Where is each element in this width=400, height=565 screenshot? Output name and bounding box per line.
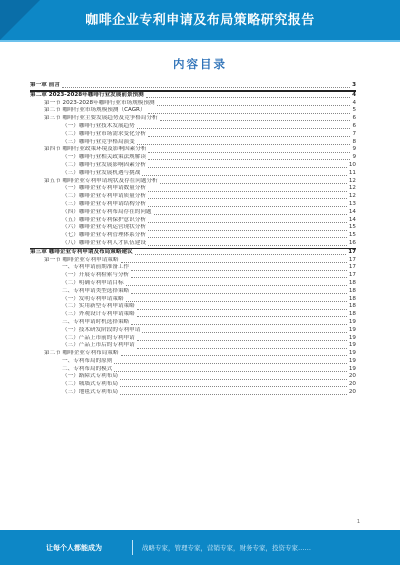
toc-entry[interactable]: [30, 162, 356, 170]
toc-entry-page: 13: [348, 200, 356, 207]
toc-leader-dots: [120, 379, 347, 380]
toc-entry-page: 11: [348, 169, 356, 176]
toc-entry-title: （一）咖啡行业相关政策法规解读: [62, 154, 146, 161]
toc-entry[interactable]: [30, 82, 356, 90]
toc-entry-page: 17: [348, 272, 356, 279]
toc-leader-dots: [126, 285, 347, 286]
toc-entry-title: （三）产品上市后的专利申请: [62, 342, 135, 349]
toc-entry[interactable]: [30, 139, 356, 147]
toc-leader-dots: [137, 316, 347, 317]
toc-leader-dots: [148, 230, 347, 231]
toc-entry[interactable]: [30, 296, 356, 304]
toc-entry-title: 第四节 咖啡行业政策环境及影响因素分析: [44, 146, 147, 153]
toc-entry-title: 三、专利申请时机选择策略: [62, 318, 130, 325]
toc-entry-title: （一）开展专利检索与分析: [62, 272, 130, 279]
toc-entry[interactable]: [30, 350, 356, 358]
toc-entry-title: （二）咖啡行业发展影响因素分析: [62, 161, 146, 168]
toc-entry-page: 19: [348, 326, 356, 333]
toc-entry-page: 4: [352, 99, 356, 106]
toc-leader-dots: [142, 332, 347, 333]
toc-title: 内容目录: [173, 57, 227, 71]
footer-divider: [132, 540, 133, 555]
toc-entry[interactable]: [30, 381, 356, 389]
toc-entry-page: 20: [348, 381, 356, 388]
toc-entry[interactable]: [30, 131, 356, 139]
toc-entry-page: 8: [352, 138, 356, 145]
toc-entry[interactable]: [30, 170, 356, 178]
toc-entry-page: 19: [348, 318, 356, 325]
toc-leader-dots: [135, 254, 347, 255]
toc-entry-title: （二）明确专利申请目标: [62, 279, 124, 286]
toc-entry-page: 18: [348, 295, 356, 302]
toc-entry[interactable]: [30, 209, 356, 217]
toc-entry-page: 17: [348, 248, 356, 255]
toc-leader-dots: [148, 206, 347, 207]
toc-leader-dots: [131, 270, 347, 271]
toc-entry[interactable]: [30, 280, 356, 288]
toc-entry-page: 14: [348, 216, 356, 223]
toc-leader-dots: [131, 277, 347, 278]
toc-entry-page: 9: [352, 146, 356, 153]
toc-entry-title: （七）咖啡企业专利管理体系分析: [62, 232, 146, 239]
toc-entry-title: （一）路障式专利布局: [62, 373, 118, 380]
toc-entry-page: 14: [348, 208, 356, 215]
toc-entry-title: 第五节 咖啡企业专利申请现状及存在问题分析: [44, 177, 158, 184]
toc-entry-title: （八）咖啡企业专利人才队伍建设: [62, 239, 146, 246]
toc-entry[interactable]: [30, 224, 356, 232]
toc-leader-dots: [131, 324, 347, 325]
toc-entry[interactable]: [30, 178, 356, 186]
toc-leader-dots: [148, 152, 350, 153]
toc-entry-page: 6: [352, 122, 356, 129]
toc-entry[interactable]: [30, 201, 356, 209]
toc-entry-page: 15: [348, 232, 356, 239]
toc-entry-title: （二）咖啡企业专利申请质量分析: [62, 193, 146, 200]
toc-entry-title: 第一节 咖啡企业专利申请策略: [44, 256, 119, 263]
toc-entry[interactable]: [30, 232, 356, 240]
toc-entry-page: 17: [348, 264, 356, 271]
toc-entry[interactable]: [30, 154, 356, 162]
toc-entry-title: （三）咖啡企业专利申请结构分析: [62, 200, 146, 207]
footer-slogan: 让每个人都能成为: [46, 544, 102, 552]
page-number: 1: [356, 519, 360, 525]
toc-entry[interactable]: [30, 342, 356, 350]
toc-entry-page: 18: [348, 303, 356, 310]
toc-entry-title: 一、专利申请前期准备工作: [62, 264, 130, 271]
toc-entry-title: （一）技术研发阶段的专利申请: [62, 326, 141, 333]
table-of-contents: [30, 82, 356, 397]
toc-leader-dots: [137, 340, 347, 341]
toc-leader-dots: [148, 237, 347, 238]
toc-entry-title: 二、专利申请类型选择策略: [62, 287, 130, 294]
toc-entry[interactable]: [30, 217, 356, 225]
toc-leader-dots: [120, 386, 347, 387]
toc-entry-title: （二）实用新型专利申请策略: [62, 303, 135, 310]
toc-entry-title: （一）发明专利申请策略: [62, 295, 124, 302]
toc-entry-page: 18: [348, 311, 356, 318]
toc-entry-page: 3: [352, 82, 356, 88]
toc-leader-dots: [120, 394, 347, 395]
toc-entry-title: 第二节 咖啡行业市场规模预测（CAGR）: [44, 107, 146, 114]
toc-entry-title: 二、专利布局的模式: [62, 365, 113, 372]
toc-entry[interactable]: [30, 335, 356, 343]
header-divider: [0, 40, 400, 42]
toc-entry-title: （三）咖啡行业发展机遇与挑战: [62, 169, 141, 176]
toc-leader-dots: [148, 113, 351, 114]
toc-entry[interactable]: [30, 146, 356, 154]
toc-leader-dots: [137, 128, 351, 129]
toc-leader-dots: [148, 198, 347, 199]
toc-entry[interactable]: [30, 257, 356, 265]
toc-entry[interactable]: [30, 272, 356, 280]
toc-entry[interactable]: [30, 311, 356, 319]
toc-entry-page: 5: [352, 107, 356, 114]
toc-entry[interactable]: [30, 249, 356, 257]
toc-entry-page: 10: [348, 161, 356, 168]
toc-entry-title: 第一节 2023-2028年咖啡行业市场规模预测: [44, 99, 155, 106]
toc-entry-page: 15: [348, 224, 356, 231]
toc-entry-page: 19: [348, 365, 356, 372]
toc-entry-page: 17: [348, 256, 356, 263]
toc-leader-dots: [154, 214, 347, 215]
toc-entry[interactable]: [30, 185, 356, 193]
toc-entry-page: 16: [348, 239, 356, 246]
toc-entry-page: 6: [352, 115, 356, 122]
toc-entry-title: （三）外观设计专利申请策略: [62, 311, 135, 318]
toc-leader-dots: [131, 293, 347, 294]
toc-entry-title: （一）咖啡企业专利申请数量分析: [62, 185, 146, 192]
toc-leader-dots: [160, 183, 347, 184]
toc-leader-dots: [142, 175, 347, 176]
toc-entry[interactable]: [30, 358, 356, 366]
toc-leader-dots: [146, 97, 350, 98]
toc-leader-dots: [114, 371, 347, 372]
toc-entry-page: 20: [348, 389, 356, 396]
toc-entry[interactable]: [30, 107, 356, 115]
toc-entry-page: 9: [352, 154, 356, 161]
toc-entry[interactable]: [30, 327, 356, 335]
toc-entry-page: 4: [352, 91, 356, 98]
toc-entry[interactable]: [30, 264, 356, 272]
toc-entry[interactable]: [30, 92, 356, 100]
toc-entry-title: （四）咖啡企业专利布局存在的问题: [62, 208, 152, 215]
toc-leader-dots: [126, 301, 347, 302]
toc-entry-page: 12: [348, 185, 356, 192]
toc-entry-page: 7: [352, 130, 356, 137]
toc-entry-title: （三）咖啡行业竞争格局演变: [62, 138, 135, 145]
footer-tagline: 战略专家，管理专家，营销专家，财务专家，投资专家……: [142, 544, 311, 552]
toc-leader-dots: [137, 348, 347, 349]
toc-leader-dots: [121, 262, 347, 263]
toc-entry-title: （一）咖啡行业技术发展趋势: [62, 122, 135, 129]
toc-leader-dots: [62, 87, 350, 88]
report-title: 咖啡企业专利申请及布局策略研究报告: [85, 13, 315, 28]
toc-entry-title: （五）咖啡企业专利保护意识分析: [62, 216, 146, 223]
toc-entry[interactable]: [30, 389, 356, 397]
toc-entry-page: 19: [348, 350, 356, 357]
toc-leader-dots: [148, 159, 351, 160]
toc-entry-page: 12: [348, 193, 356, 200]
toc-entry[interactable]: [30, 373, 356, 381]
toc-leader-dots: [148, 222, 347, 223]
toc-entry-title: （三）地毯式专利布局: [62, 389, 118, 396]
toc-leader-dots: [160, 120, 351, 121]
toc-entry-page: 19: [348, 334, 356, 341]
toc-entry-page: 19: [348, 342, 356, 349]
toc-entry[interactable]: [30, 193, 356, 201]
toc-entry-title: 第一章 前言: [30, 82, 60, 88]
toc-entry-page: 18: [348, 287, 356, 294]
toc-leader-dots: [148, 245, 347, 246]
toc-leader-dots: [137, 309, 347, 310]
toc-entry-title: 一、专利布局的原则: [62, 357, 113, 364]
toc-entry-title: 第二章 2023-2028年咖啡行业发展前景预测: [30, 91, 144, 98]
toc-entry[interactable]: [30, 366, 356, 374]
toc-leader-dots: [114, 363, 347, 364]
toc-entry-title: （六）咖啡企业专利运营现状分析: [62, 224, 146, 231]
toc-leader-dots: [148, 167, 347, 168]
toc-entry-title: 第三章 咖啡企业专利申请及布局策略建议: [30, 248, 133, 255]
toc-entry[interactable]: [30, 303, 356, 311]
toc-entry-title: 第二节 咖啡企业专利布局策略: [44, 350, 119, 357]
toc-entry-page: 18: [348, 279, 356, 286]
toc-leader-dots: [148, 191, 347, 192]
toc-entry[interactable]: [30, 319, 356, 327]
toc-entry[interactable]: [30, 115, 356, 123]
toc-entry[interactable]: [30, 240, 356, 248]
toc-entry-title: （二）咖啡行业市场需求变化分析: [62, 130, 146, 137]
toc-entry[interactable]: [30, 123, 356, 131]
toc-entry-title: （二）产品上市前的专利申请: [62, 334, 135, 341]
header-band: [0, 0, 400, 40]
toc-entry-title: 第三节 咖啡行业主要发展趋势及竞争格局分析: [44, 115, 158, 122]
toc-leader-dots: [121, 355, 347, 356]
toc-entry-title: （二）城墙式专利布局: [62, 381, 118, 388]
toc-entry-page: 20: [348, 373, 356, 380]
toc-leader-dots: [157, 105, 351, 106]
toc-entry-page: 19: [348, 357, 356, 364]
footer-band: [0, 530, 400, 565]
toc-leader-dots: [137, 144, 351, 145]
toc-leader-dots: [148, 136, 351, 137]
toc-entry[interactable]: [30, 100, 356, 108]
toc-entry[interactable]: [30, 288, 356, 296]
toc-entry-page: 12: [348, 177, 356, 184]
